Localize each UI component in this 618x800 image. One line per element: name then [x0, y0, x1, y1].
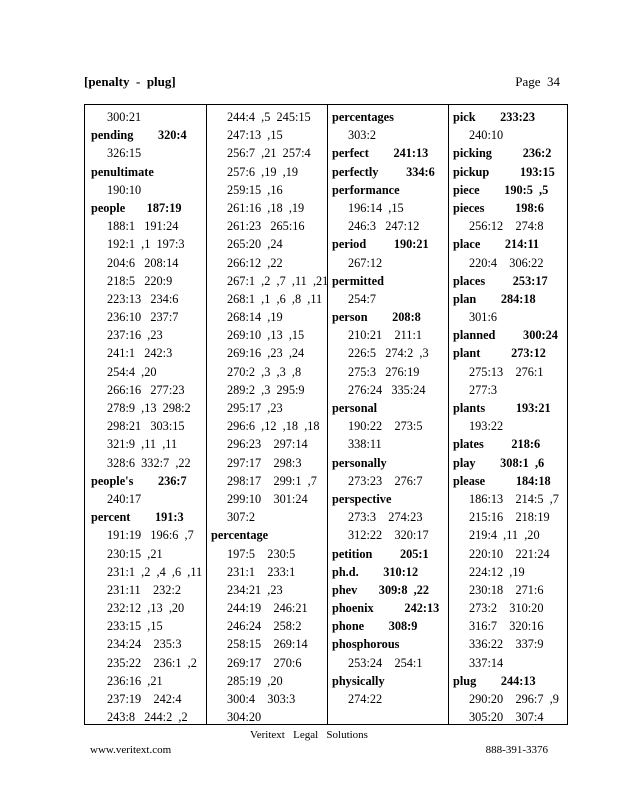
index-term: play 308:1 ,6	[453, 455, 545, 470]
index-reference: 246:24 258:2	[227, 619, 302, 634]
index-reference: 241:1 242:3	[107, 346, 173, 361]
index-reference: 234:24 235:3	[107, 637, 182, 652]
index-reference: 190:10	[107, 182, 142, 197]
index-reference: 300:4 303:3	[227, 692, 296, 706]
index-term: performance	[332, 182, 400, 197]
index-term: places 253:17	[453, 273, 548, 288]
index-reference: 297:17 298:3	[227, 455, 302, 470]
index-reference: 220:10 221:24	[469, 546, 550, 561]
index-term: penultimate	[91, 164, 154, 179]
index-term: perfect 241:13	[332, 146, 429, 161]
index-reference: 233:15 ,15	[107, 619, 163, 634]
index-reference: 326:15	[107, 146, 142, 161]
index-term: pieces 198:6	[453, 200, 544, 215]
index-term: permitted	[332, 273, 384, 288]
index-term: person 208:8	[332, 310, 421, 325]
index-reference: 259:15 ,16	[227, 182, 283, 197]
index-reference: 192:1 ,1 197:3	[107, 237, 185, 252]
index-reference: 316:7 320:16	[469, 619, 544, 634]
index-reference: 210:21 211:1	[348, 328, 423, 343]
index-reference: 266:12 ,22	[227, 255, 283, 270]
index-reference: 237:16 ,23	[107, 328, 163, 343]
index-reference: 215:16 218:19	[469, 510, 550, 525]
index-reference: 270:2 ,3 ,3 ,8	[227, 364, 302, 379]
word-index-table	[84, 104, 568, 725]
index-reference: 298:21 303:15	[107, 419, 185, 434]
index-reference: 277:3	[469, 382, 498, 397]
index-reference: 236:16 ,21	[107, 673, 163, 688]
index-reference: 307:2	[227, 510, 256, 525]
index-term: picking 236:2	[453, 146, 552, 161]
index-term: people's 236:7	[91, 473, 187, 488]
index-reference: 197:5 230:5	[227, 546, 296, 561]
index-column-2	[211, 108, 329, 726]
index-reference: 337:14	[469, 655, 504, 670]
index-term: planned 300:24	[453, 328, 558, 343]
index-reference: 253:24 254:1	[348, 655, 423, 670]
index-reference: 268:14 ,19	[227, 310, 283, 325]
index-reference: 204:6 208:14	[107, 255, 179, 270]
index-reference: 275:3 276:19	[348, 364, 420, 379]
index-reference: 243:8 244:2 ,2	[107, 710, 188, 725]
index-reference: 289:2 ,3 295:9	[227, 382, 305, 397]
index-term: pick 233:23	[453, 110, 535, 124]
index-reference: 295:17 ,23	[227, 401, 283, 415]
index-reference: 269:16 ,23 ,24	[227, 346, 305, 361]
index-reference: 304:20	[227, 710, 262, 725]
index-reference: 224:12 ,19	[469, 564, 525, 579]
index-term: plates 218:6	[453, 437, 541, 452]
index-term: personally	[332, 455, 387, 470]
index-term: phev 309:8 ,22	[332, 582, 430, 597]
index-reference: 254:4 ,20	[107, 364, 157, 379]
index-reference: 268:1 ,1 ,6 ,8 ,11	[227, 291, 323, 306]
index-term: physically	[332, 673, 385, 688]
index-reference: 301:6	[469, 310, 498, 325]
index-term: people 187:19	[91, 200, 182, 215]
index-reference: 234:21 ,23	[227, 582, 283, 597]
index-reference: 244:4 ,5 245:15	[227, 110, 311, 124]
index-term: plant 273:12	[453, 346, 546, 361]
column-divider	[327, 105, 328, 724]
index-reference: 240:10	[469, 128, 504, 143]
index-reference: 321:9 ,11 ,11	[107, 437, 178, 452]
footer-phone: 888-391-3376	[485, 744, 548, 756]
index-reference: 273:2 310:20	[469, 601, 544, 616]
index-reference: 267:1 ,2 ,7 ,11 ,21	[227, 273, 329, 288]
index-reference: 235:22 236:1 ,2	[107, 655, 197, 670]
index-reference: 193:22	[469, 419, 504, 434]
index-reference: 274:22	[348, 692, 383, 706]
index-reference: 220:4 306:22	[469, 255, 544, 270]
index-reference: 190:22 273:5	[348, 419, 423, 434]
index-reference: 261:16 ,18 ,19	[227, 200, 305, 215]
index-term: phone 308:9	[332, 619, 418, 634]
index-reference: 273:3 274:23	[348, 510, 423, 525]
index-column-1	[91, 108, 203, 726]
index-reference: 269:17 270:6	[227, 655, 302, 670]
index-reference: 273:23 276:7	[348, 473, 423, 488]
index-term: personal	[332, 401, 378, 415]
index-reference: 218:5 220:9	[107, 273, 173, 288]
index-column-3	[332, 108, 444, 708]
index-reference: 312:22 320:17	[348, 528, 429, 543]
index-reference: 256:12 274:8	[469, 219, 544, 234]
index-reference: 296:6 ,12 ,18 ,18	[227, 419, 320, 434]
index-reference: 226:5 274:2 ,3	[348, 346, 429, 361]
index-column-4	[453, 108, 565, 726]
index-reference: 336:22 337:9	[469, 637, 544, 652]
index-term: place 214:11	[453, 237, 540, 252]
index-term: pickup 193:15	[453, 164, 555, 179]
index-reference: 305:20 307:4	[469, 710, 544, 725]
index-reference: 266:16 277:23	[107, 382, 185, 397]
index-reference: 296:23 297:14	[227, 437, 308, 452]
index-term: plan 284:18	[453, 291, 536, 306]
index-reference: 300:21	[107, 110, 142, 124]
index-reference: 328:6 332:7 ,22	[107, 455, 191, 470]
index-term: percent 191:3	[91, 510, 184, 525]
index-term: plug 244:13	[453, 673, 536, 688]
page-number: Page 34	[515, 74, 560, 89]
index-reference: 230:18 271:6	[469, 582, 544, 597]
index-term: perspective	[332, 491, 392, 506]
index-term: percentages	[332, 110, 394, 124]
footer-website: www.veritext.com	[90, 744, 172, 756]
index-reference: 261:23 265:16	[227, 219, 305, 234]
index-reference: 278:9 ,13 298:2	[107, 401, 191, 415]
index-reference: 285:19 ,20	[227, 673, 283, 688]
index-reference: 232:12 ,13 ,20	[107, 601, 185, 616]
index-reference: 223:13 234:6	[107, 291, 179, 306]
index-reference: 338:11	[348, 437, 382, 452]
index-reference: 231:1 ,2 ,4 ,6 ,11	[107, 564, 203, 579]
index-reference: 256:7 ,21 257:4	[227, 146, 311, 161]
index-reference: 244:19 246:21	[227, 601, 308, 616]
index-reference: 303:2	[348, 128, 377, 143]
index-reference: 196:14 ,15	[348, 200, 404, 215]
index-reference: 265:20 ,24	[227, 237, 283, 252]
index-reference: 237:19 242:4	[107, 692, 182, 706]
index-reference: 230:15 ,21	[107, 546, 163, 561]
index-reference: 191:19 196:6 ,7	[107, 528, 194, 543]
index-reference: 267:12	[348, 255, 383, 270]
index-reference: 231:11 232:2	[107, 582, 182, 597]
index-reference: 246:3 247:12	[348, 219, 420, 234]
index-term: pending 320:4	[91, 128, 187, 143]
index-reference: 299:10 301:24	[227, 491, 308, 506]
index-term: phoenix 242:13	[332, 601, 440, 616]
index-reference: 298:17 299:1 ,7	[227, 473, 317, 488]
index-term: period 190:21	[332, 237, 429, 252]
page-range-header: [penalty - plug]	[84, 74, 176, 89]
index-reference: 275:13 276:1	[469, 364, 544, 379]
index-reference: 240:17	[107, 491, 142, 506]
column-divider	[448, 105, 449, 724]
index-term: phosphorous	[332, 637, 400, 652]
index-term: plants 193:21	[453, 401, 551, 415]
index-reference: 258:15 269:14	[227, 637, 308, 652]
index-reference: 219:4 ,11 ,20	[469, 528, 540, 543]
index-term: percentage	[211, 528, 269, 543]
index-reference: 247:13 ,15	[227, 128, 283, 143]
index-reference: 254:7	[348, 291, 377, 306]
index-reference: 188:1 191:24	[107, 219, 179, 234]
index-term: please 184:18	[453, 473, 551, 488]
index-reference: 186:13 214:5 ,7	[469, 491, 559, 506]
column-divider	[206, 105, 207, 724]
index-reference: 231:1 233:1	[227, 564, 296, 579]
index-reference: 276:24 335:24	[348, 382, 426, 397]
index-reference: 269:10 ,13 ,15	[227, 328, 305, 343]
index-term: petition 205:1	[332, 546, 429, 561]
index-term: piece 190:5 ,5	[453, 182, 549, 197]
index-reference: 236:10 237:7	[107, 310, 179, 325]
footer-company: Veritext Legal Solutions	[250, 729, 368, 741]
index-term: perfectly 334:6	[332, 164, 435, 179]
index-term: ph.d. 310:12	[332, 564, 419, 579]
index-reference: 257:6 ,19 ,19	[227, 164, 299, 179]
index-reference: 290:20 296:7 ,9	[469, 692, 559, 706]
